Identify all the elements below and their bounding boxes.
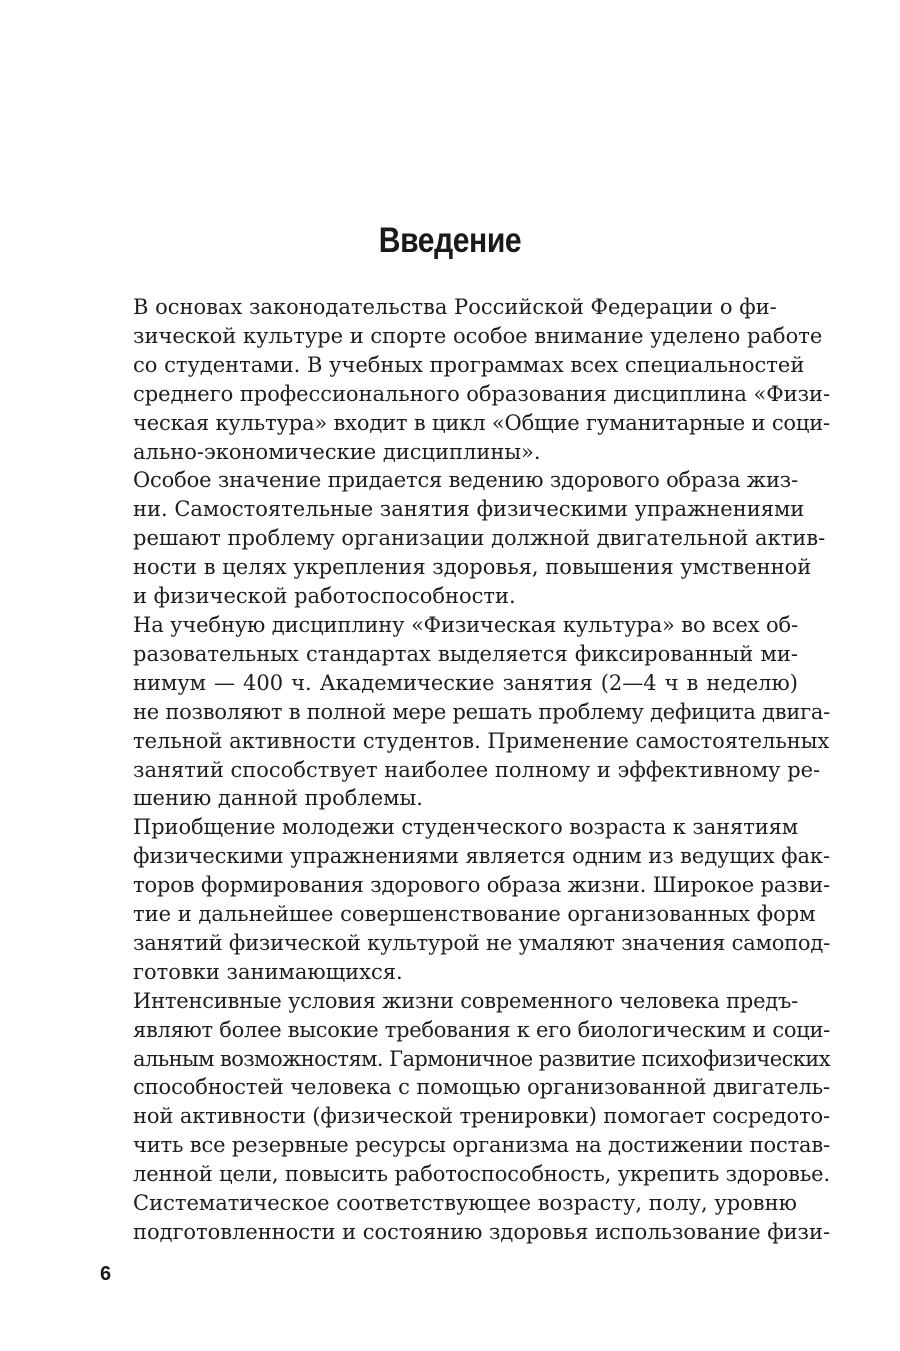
- text-line: являют более высокие требования к его биологическим и соци-: [133, 1017, 830, 1042]
- text-line: шению данной проблемы.: [133, 786, 423, 811]
- paragraph: [101, 813, 830, 986]
- text-line: способностей человека с помощью организованной двигатель-: [133, 1075, 830, 1100]
- text-line: ленной цели, повысить работоспособность, укрепить здоровье.: [133, 1162, 830, 1187]
- text-line: торов формирования здорового образа жизни. Широкое разви-: [133, 873, 830, 898]
- text-line: и физической работоспособности.: [133, 584, 516, 609]
- text-line: занятий физической культурой не умаляют значения самопод-: [133, 930, 830, 955]
- text-line: Интенсивные условия жизни современного человека предъ-: [133, 988, 798, 1013]
- chapter-body: [101, 293, 830, 1247]
- paragraph: [101, 987, 830, 1189]
- text-line: ческая культура» входит в цикл «Общие гуманитарные и соци-: [133, 410, 830, 435]
- text-line: со студентами. В учебных программах всех специальностей: [133, 352, 805, 377]
- text-line: ни. Самостоятельные занятия физическими упражнениями: [133, 497, 805, 522]
- text-line: нимум — 400 ч. Академические занятия (2—4 ч в неделю): [133, 670, 798, 695]
- text-line: зической культуре и спорте особое внимание уделено работе: [133, 323, 823, 348]
- text-line: В основах законодательства Российской Федерации о фи-: [133, 295, 777, 319]
- text-line: тие и дальнейшее совершенствование организованных форм: [133, 902, 816, 927]
- text-line: физическими упражнениями является одним из ведущих фак-: [133, 844, 830, 869]
- text-line: Особое значение придается ведению здорового образа жиз-: [133, 468, 798, 493]
- paragraph: [101, 611, 830, 813]
- chapter-title: Введение: [378, 221, 522, 261]
- text-line: Систематическое соответствующее возрасту, полу, уровню: [133, 1191, 797, 1216]
- paragraph: [101, 1189, 830, 1247]
- text-line: тельной активности студентов. Применение самостоятельных: [133, 728, 830, 753]
- text-line: чить все резервные ресурсы организма на достижении постав-: [133, 1133, 830, 1158]
- text-line: ально-экономические дисциплины».: [133, 439, 541, 464]
- paragraph: [101, 466, 826, 611]
- paragraph: [101, 293, 830, 466]
- text-line: ности в целях укрепления здоровья, повышения умственной: [133, 555, 812, 580]
- text-line: среднего профессионального образования дисциплина «Физи-: [133, 381, 830, 406]
- text-line: разовательных стандартах выделяется фиксированный ми-: [133, 641, 798, 666]
- text-line: ной активности (физической тренировки) помогает сосредото-: [133, 1104, 830, 1129]
- page-number: 6: [100, 1263, 112, 1285]
- text-line: На учебную дисциплину «Физическая культура» во всех об-: [133, 612, 798, 637]
- text-line: подготовленности и состоянию здоровья использование физи-: [133, 1220, 830, 1244]
- text-line: решают проблему организации должной двигательной актив-: [133, 526, 826, 551]
- text-line: готовки занимающихся.: [133, 959, 403, 984]
- text-line: Приобщение молодежи студенческого возраста к занятиям: [133, 815, 798, 840]
- text-line: занятий способствует наиболее полному и эффективному ре-: [133, 757, 821, 782]
- text-line: альным возможностям. Гармоничное развитие психофизических: [133, 1046, 830, 1071]
- text-line: не позволяют в полной мере решать проблему дефицита двига-: [133, 699, 830, 724]
